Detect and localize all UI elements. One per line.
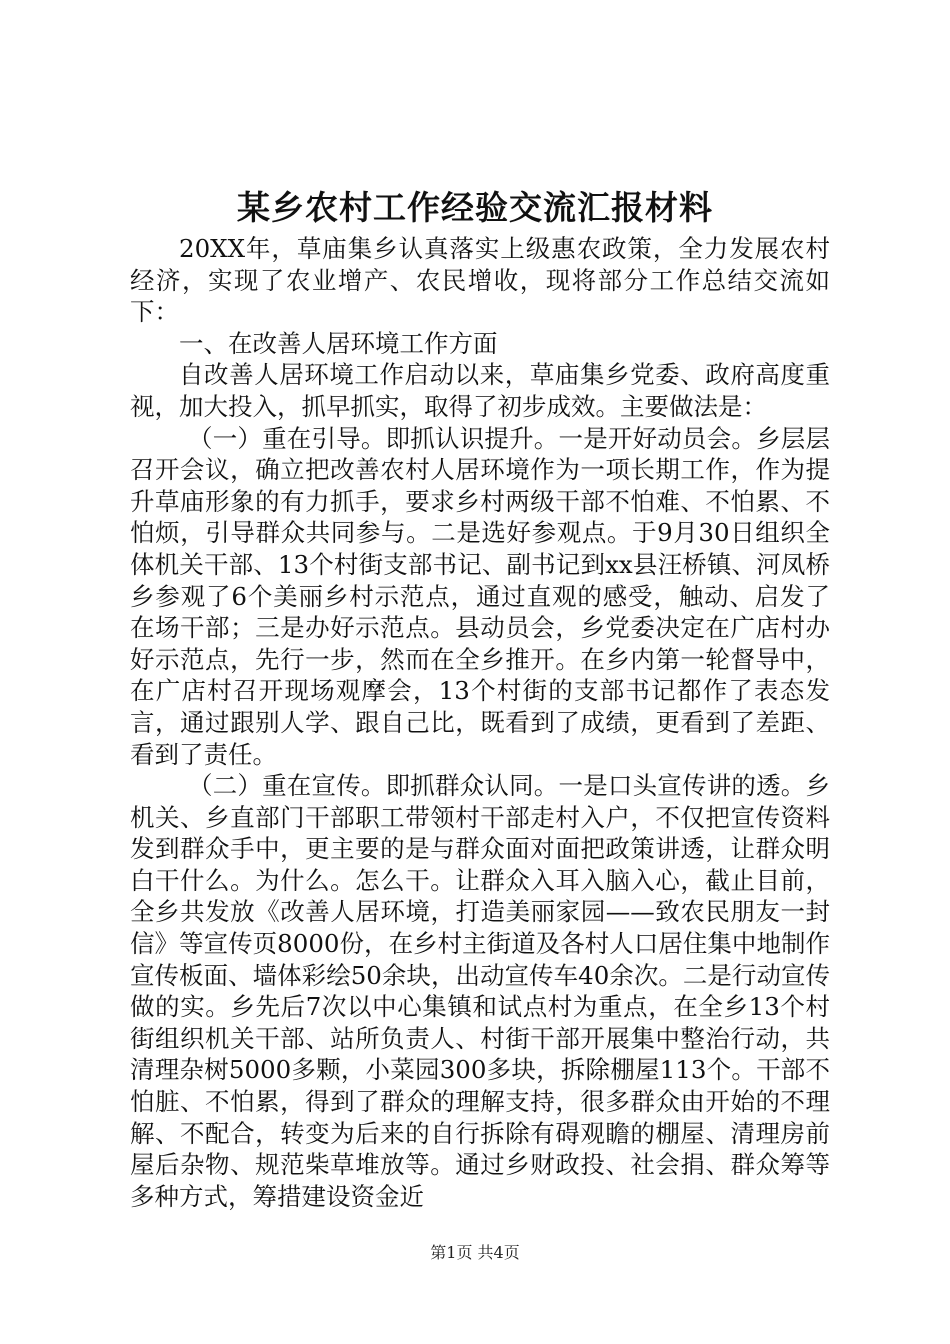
paragraph-intro: 20XX年，草庙集乡认真落实上级惠农政策，全力发展农村经济，实现了农业增产、农民增收，现将部分工作总结交流如下： [130, 234, 830, 327]
document-title: 某乡农村工作经验交流汇报材料 [237, 188, 713, 227]
paragraph-publicity: （二）重在宣传。即抓群众认同。一是口头宣传讲的透。乡机关、乡直部门干部职工带领村干部走村入户，不仅把宣传资料发到群众手中，更主要的是与群众面对面把政策讲透，让群众明白干什么。为什么。怎么干。让群众入耳入脑入心，截止目前，全乡共发放《改善人居环境，打造美丽家园——致农民朋友一封信》等宣传页8000份，在乡村主街道及各村人口居住集中地制作宣传板面、墙体彩绘50余块，出动宣传车40余次。二是行动宣传做的实。乡先后7次以中心集镇和试点村为重点，在全乡13个村街组织机关干部、站所负责人、村街干部开展集中整治行动，共清理杂树5000多颗，小菜园300多块，拆除棚屋113个。干部不怕脏、不怕累，得到了群众的理解支持，很多群众由开始的不理解、不配合，转变为后来的自行拆除有碍观瞻的棚屋、清理房前屋后杂物、规范柴草堆放等。通过乡财政投、社会捐、群众筹等多种方式，筹措建设资金近 [130, 771, 830, 1211]
paragraph-guidance: （一）重在引导。即抓认识提升。一是开好动员会。乡层层召开会议，确立把改善农村人居环境作为一项长期工作，作为提升草庙形象的有力抓手，要求乡村两级干部不怕难、不怕累、不怕烦，引导群众共同参与。二是选好参观点。于9月30日组织全体机关干部、13个村街支部书记、副书记到xx县汪桥镇、河凤桥乡参观了6个美丽乡村示范点，通过直观的感受，触动、启发了在场干部；三是办好示范点。县动员会，乡党委决定在广店村办好示范点，先行一步，然而在全乡推开。在乡内第一轮督导中，在广店村召开现场观摩会，13个村街的支部书记都作了表态发言，通过跟别人学、跟自己比，既看到了成绩，更看到了差距、看到了责任。 [130, 423, 830, 769]
page-number-footer: 第1页 共4页 [430, 1243, 520, 1262]
document-body [130, 233, 830, 1212]
section-heading: 一、在改善人居环境工作方面 [179, 328, 498, 358]
paragraph-overview: 自改善人居环境工作启动以来，草庙集乡党委、政府高度重视，加大投入，抓早抓实，取得了初步成效。主要做法是： [130, 360, 830, 421]
